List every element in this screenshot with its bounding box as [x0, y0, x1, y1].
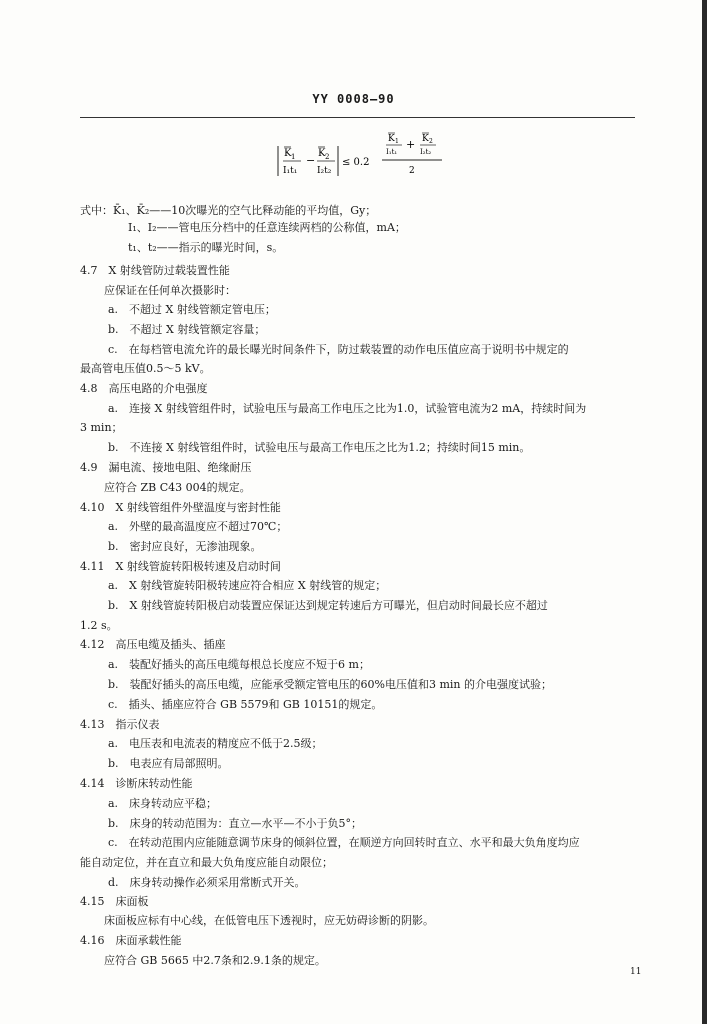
- text-line: 能自动定位，并在直立和最大负角度应能自动限位；: [80, 856, 333, 869]
- text-line: c. 在转动范围内应能随意调节床身的倾斜位置，在顺逆方向回转时直立、水平和最大负角度均应: [108, 836, 580, 849]
- text-line: 4.14 诊断床转动性能: [80, 777, 193, 790]
- text-line: 床面板应标有中心线，在低管电压下透视时，应无妨碍诊断的阴影。: [104, 914, 434, 927]
- svg-text:K: K: [422, 134, 429, 144]
- text-line: 应符合 GB 5665 中2.7条和2.9.1条的规定。: [104, 954, 326, 967]
- text-line: d. 床身转动操作必须采用常断式开关。: [108, 876, 306, 889]
- text-line: t₁、t₂——指示的曝光时间，s。: [128, 241, 284, 254]
- text-line: 式中：K̄₁、K̄₂——10次曝光的空气比释动能的平均值，Gy；: [80, 204, 377, 217]
- svg-text:2: 2: [429, 138, 433, 145]
- page-number: 11: [630, 967, 642, 977]
- svg-text:1: 1: [395, 138, 399, 145]
- text-line: 4.12 高压电缆及插头、插座: [80, 638, 226, 651]
- formula-d2: I₂t₂: [317, 166, 332, 176]
- svg-text:K: K: [388, 134, 395, 144]
- text-line: 1.2 s。: [80, 619, 118, 632]
- text-line: 4.10 X 射线管组件外壁温度与密封性能: [80, 501, 281, 514]
- text-line: b. 密封应良好，无渗油现象。: [108, 540, 262, 553]
- scan-edge: [702, 0, 707, 1024]
- svg-text:I₁t₁: I₁t₁: [386, 148, 398, 156]
- text-line: b. 装配好插头的高压电缆，应能承受额定管电压的60%电压值和3 min 的介电强度试验；: [108, 678, 553, 691]
- svg-text:+: +: [406, 138, 416, 151]
- formula-k2-sub: 2: [325, 153, 330, 161]
- formula-k1: K: [284, 148, 292, 159]
- formula-d1: I₁t₁: [283, 166, 298, 176]
- text-line: I₁、I₂——管电压分档中的任意连续两档的公称值，mA；: [128, 221, 406, 234]
- formula-k1-sub: 1: [291, 153, 296, 161]
- text-line: 4.11 X 射线管旋转阳极转速及启动时间: [80, 560, 281, 573]
- text-line: a. 装配好插头的高压电缆每根总长度应不短于6 m；: [108, 658, 370, 671]
- text-line: 4.7 X 射线管防过载装置性能: [80, 264, 230, 277]
- text-line: b. 床身的转动范围为：直立—水平—不小于负5°；: [108, 817, 363, 830]
- formula-divisor: 2: [409, 166, 415, 176]
- text-line: a. X 射线管旋转阳极转速应符合相应 X 射线管的规定；: [108, 579, 387, 592]
- header-rule: [80, 117, 635, 118]
- text-line: a. 外壁的最高温度应不超过70℃；: [108, 520, 288, 533]
- text-line: 3 min；: [80, 421, 123, 434]
- formula-k2: K: [318, 148, 326, 159]
- svg-text:I₂t₂: I₂t₂: [420, 148, 432, 156]
- text-line: b. X 射线管旋转阳极启动装置应保证达到规定转速后方可曝光，但启动时间最长应不超过: [108, 599, 548, 612]
- text-line: c. 在每档管电流允许的最长曝光时间条件下，防过载装置的动作电压值应高于说明书中规定的: [108, 343, 569, 356]
- text-line: 应符合 ZB C43 004的规定。: [104, 481, 251, 494]
- text-line: a. 连接 X 射线管组件时，试验电压与最高工作电压之比为1.0，试验管电流为2 mA，持续时间为: [108, 402, 587, 415]
- text-line: c. 插头、插座应符合 GB 5579和 GB 10151的规定。: [108, 698, 383, 711]
- text-line: 4.13 指示仪表: [80, 718, 160, 731]
- formula-leq: ≤ 0.2: [342, 157, 370, 168]
- svg-text:−: −: [306, 154, 316, 167]
- text-line: b. 电表应有局部照明。: [108, 757, 229, 770]
- text-line: 4.15 床面板: [80, 895, 149, 908]
- text-line: b. 不连接 X 射线管组件时，试验电压与最高工作电压之比为1.2；持续时间15 min。: [108, 441, 531, 454]
- text-line: a. 不超过 X 射线管额定管电压；: [108, 303, 276, 316]
- text-line: 4.8 高压电路的介电强度: [80, 382, 208, 395]
- text-line: b. 不超过 X 射线管额定容量；: [108, 323, 266, 336]
- text-line: 4.16 床面承载性能: [80, 934, 182, 947]
- document-header: YY 0008—90: [312, 92, 395, 106]
- text-line: a. 电压表和电流表的精度应不低于2.5级；: [108, 737, 323, 750]
- text-line: 4.9 漏电流、接地电阻、绝缘耐压: [80, 461, 252, 474]
- text-line: 应保证在任何单次摄影时：: [104, 284, 236, 297]
- formula: [272, 130, 462, 180]
- text-line: 最高管电压值0.5～5 kV。: [80, 362, 211, 375]
- text-line: a. 床身转动应平稳；: [108, 797, 218, 810]
